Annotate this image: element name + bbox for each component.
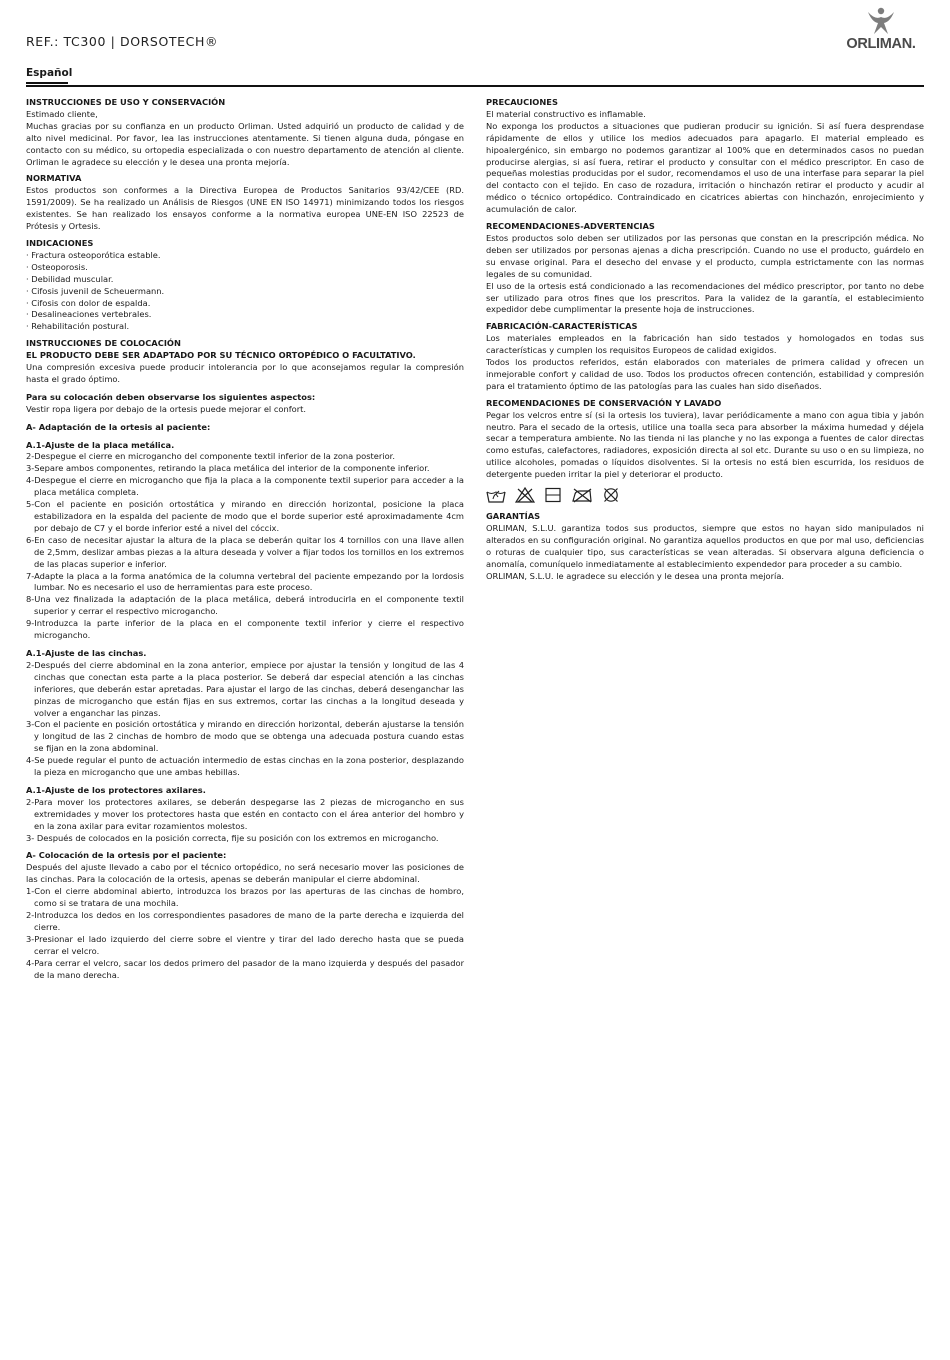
subsection-title-colocacion-paciente: A- Colocación de la ortesis por el paciente: bbox=[26, 850, 227, 861]
step-item: 3-Separe ambos componentes, retirando la placa metálica del interior de la componente inferior. bbox=[26, 463, 430, 474]
section-title-indicaciones: INDICACIONES bbox=[26, 237, 94, 248]
language-underline bbox=[26, 82, 68, 84]
subsection-title-cinchas: A.1-Ajuste de las cinchas. bbox=[26, 647, 147, 658]
step-item: 2-Despegue el cierre en microgancho del componente textil inferior de la zona posterior. bbox=[26, 451, 395, 462]
subsection-title-adaptacion: A- Adaptación de la ortesis al paciente: bbox=[26, 421, 211, 432]
step-item: 8-Una vez finalizada la adaptación de la placa metálica, deberá introducirla en el componente textil superior y cerrar el respectivo microgancho. bbox=[26, 594, 464, 617]
section-title-colocacion: INSTRUCCIONES DE COLOCACIÓN bbox=[26, 338, 181, 349]
section-title-garantias: GARANTÍAS bbox=[486, 511, 541, 522]
indication-item: · Fractura osteoporótica estable. bbox=[26, 249, 161, 260]
orliman-figure-icon bbox=[865, 6, 897, 36]
step-item: 4-Despegue el cierre en microgancho que fija la placa a la componente textil superior para acceder a la placa metálica completa. bbox=[26, 475, 464, 498]
step-item: 1-Con el cierre abdominal abierto, introduzca los brazos por las aperturas de las cinchas de hombro, como si se tratara de una mochila. bbox=[26, 886, 464, 909]
step-item: 2-Después del cierre abdominal en la zona anterior, empiece por ajustar la tensión y longitud de las 4 cinchas que conectan esta parte a la placa posterior. Se deberá dar especial atención a las cinchas inferiores, que deberán estar apretadas. Para ajustar el largo de las cinchas, deberá desenganchar las pinzas de microgancho que están fijas en sus extremos, cortar las cinchas a la longitud deseada y volver a enganchar las pinzas. bbox=[26, 659, 464, 718]
no-bleach-icon bbox=[515, 487, 535, 503]
intro-paragraph: Muchas gracias por su confianza en un producto Orliman. Usted adquirió un producto de calidad y de alto nivel medicinal. Por favor, lea las instrucciones atentamente. Si tienen alguna duda, póngase en contacto con su médico, su ortopedia especializada o con nuestro departamento de atención al cliente. Orliman le agradece su elección y le desea una pronta mejoría. bbox=[26, 120, 464, 167]
subsection-title-placa: A.1-Ajuste de la placa metálica. bbox=[26, 439, 175, 450]
section-title-precauciones: PRECAUCIONES bbox=[486, 97, 558, 107]
garantias-paragraph: ORLIMAN, S.L.U. garantiza todos sus productos, siempre que estos no hayan sido manipulados ni alterados en su configuración original. No garantiza aquellos productos en que por mal uso, deficiencias o roturas de cualquier tipo, sus características se vean alteradas. Si observara alguna deficiencia o anomalía, comuníquelo inmediatamente al establecimiento expendedor para proceder a su cambio. bbox=[486, 523, 924, 569]
no-dry-clean-icon bbox=[602, 487, 620, 503]
orliman-logo bbox=[838, 6, 924, 54]
indication-item: · Osteoporosis. bbox=[26, 261, 88, 272]
logo-wordmark: ORLIMAN. bbox=[846, 36, 916, 52]
step-item: 4-Para cerrar el velcro, sacar los dedos primero del pasador de la mano izquierda y después del pasador de la mano derecha. bbox=[26, 957, 464, 980]
section-title-normativa: NORMATIVA bbox=[26, 173, 82, 184]
precauciones-paragraph: No exponga los productos a situaciones que pudieran producir su ignición. Si así fuera desprendase rápidamente de ellos y utilice los medios adecuados para apagarlo. El material empleado es hipoalergénico, sin embargo no podemos garantizar al 100% que en determinados casos no puedan producirse alergias, si así fuera, retirar el producto y consultar con el médico prescriptor. En caso de pequeñas molestias producidas por el sudor, recomendamos el uso de una interfase para separar la piel del contacto con el tejido. En caso de rozadura, irritación o hinchazón retirar el producto y acudir al médico o técnico ortopédico. Contraindicado en cicatrices abiertas con hinchazón, enrojecimiento y acumulación de calor. bbox=[486, 120, 924, 215]
header-divider bbox=[26, 85, 924, 87]
normativa-paragraph: Estos productos son conformes a la Directiva Europea de Productos Sanitarios 93/42/CEE (RD. 1591/2009). Se ha realizado un Análisis de Riesgos (UNE EN ISO 14971) minimizando todos los riesgos existentes. Se han realizado los ensayos conforme a la normativa europea UNE-EN ISO 22523 de Prótesis y Ortesis. bbox=[26, 185, 464, 232]
step-item: 2-Introduzca los dedos en los correspondientes pasadores de mano de la parte derecha e izquierda del cierre. bbox=[26, 910, 464, 932]
step-item: 3- Después de colocados en la posición correcta, fije su posición con los extremos en microgancho. bbox=[26, 832, 439, 843]
colocacion-warning: EL PRODUCTO DEBE SER ADAPTADO POR SU TÉCNICO ORTOPÉDICO O FACULTATIVO. bbox=[26, 350, 416, 361]
section-title-recomendaciones: RECOMENDACIONES-ADVERTENCIAS bbox=[486, 221, 655, 232]
conservacion-paragraph: Pegar los velcros entre sí (si la ortesis los tuviera), lavar periódicamente a mano con agua tibia y jabón neutro. Para el secado de la ortesis, utilice una toalla seca para absorber la máxima humedad y déjela secar a temperatura ambiente. No las tienda ni las planche y no las exponga a fuentes de calor directas como estufas, calefactores, radiadores, exposición directa al sol etc. Durante su uso o en su limpieza, no utilice alcoholes, pomadas o líquidos disolventes. Si la ortesis no está bien escurrida, los residuos de detergente pueden irritar la piel y deteriorar el producto. bbox=[486, 409, 924, 480]
step-item: 4-Se puede regular el punto de actuación intermedio de estas cinchas en la zona posterior, desplazando la pieza en microgancho que une ambas hebillas. bbox=[26, 755, 464, 778]
no-iron-icon bbox=[571, 487, 593, 503]
step-item: 9-Introduzca la parte inferior de la placa en el componente textil inferior y cierre el respectivo microgancho. bbox=[26, 618, 464, 641]
indication-item: · Cifosis con dolor de espalda. bbox=[26, 297, 151, 308]
subsection-title-protectores: A.1-Ajuste de los protectores axilares. bbox=[26, 784, 206, 795]
right-column bbox=[486, 97, 924, 583]
indication-item: · Debilidad muscular. bbox=[26, 273, 114, 284]
indication-item: · Rehabilitación postural. bbox=[26, 321, 130, 332]
indication-item: · Cifosis juvenil de Scheuermann. bbox=[26, 285, 165, 296]
step-item: 3-Con el paciente en posición ortostática y mirando en dirección horizontal, deberán ajustarse la tensión y longitud de las 2 cinchas de hombro de modo que se obtenga una adecuada postura cuando estas se fijan en la zona abdominal. bbox=[26, 719, 464, 754]
language-label: Español bbox=[26, 67, 73, 79]
section-title-instructions: INSTRUCCIONES DE USO Y CONSERVACIÓN bbox=[26, 97, 226, 107]
section-title-fabricacion: FABRICACIÓN-CARACTERÍSTICAS bbox=[486, 321, 638, 332]
colocacion-paragraph: Una compresión excesiva puede producir intolerancia por lo que aconsejamos regular la compresión hasta el grado óptimo. bbox=[26, 362, 464, 384]
step-item: 2-Para mover los protectores axilares, se deberán despegarse las 2 piezas de microgancho en sus extremidades y mover los protectores hasta que estén en contacto con el área anterior del hombro y en la zona axilar para evitar rozamientos molestos. bbox=[26, 796, 464, 831]
step-item: 7-Adapte la placa a la forma anatómica de la columna vertebral del paciente empezando por la lordosis lumbar. No es necesario el uso de herramientas para este proceso. bbox=[26, 570, 464, 593]
subsection-title-aspectos: Para su colocación deben observarse los siguientes aspectos: bbox=[26, 391, 316, 402]
recomendaciones-paragraph: El uso de la ortesis está condicionado a las recomendaciones del médico prescriptor, por tanto no debe ser utilizado para otros fines que los prescritos. Para la validez de la garantía, el establecimiento expedidor debe cumplimentar la presente hoja de instrucciones. bbox=[486, 280, 924, 315]
step-item: 6-En caso de necesitar ajustar la altura de la placa se deberán quitar los 4 tornillos con una llave allen de 2,5mm, deslizar ambas piezas a la altura deseada y volver a fijar todos los tornillos en los extremos de las placas superior e inferior. bbox=[26, 534, 464, 569]
step-item: 5-Con el paciente en posición ortostática y mirando en dirección horizontal, posicione la placa estabilizadora en la espalda del paciente de modo que el borde superior esté aproximadamente 4cm por debajo de C7 y el borde inferior esté a nivel del cóccix. bbox=[26, 499, 464, 533]
fabricacion-paragraph: Todos los productos referidos, están elaborados con materiales de primera calidad y ofrecen un inmejorable confort y calidad de uso. Todos los productos ofrecen contención, estabilidad y compresión para el tratamiento óptimo de las patologías para las cuales han sido diseñados. bbox=[486, 357, 924, 391]
recomendaciones-paragraph: Estos productos solo deben ser utilizados por las personas que constan en la prescripción médica. No deben ser utilizados por personas ajenas a dicha prescripción. Cuando no use el producto, guárdelo en su envase original. Para el desecho del envase y el producto, cumpla estrictamente con las normas legales de su comunidad. bbox=[486, 232, 924, 279]
aspectos-paragraph: Vestir ropa ligera por debajo de la ortesis puede mejorar el confort. bbox=[26, 403, 307, 414]
step-item: 3-Presionar el lado izquierdo del cierre sobre el vientre y tirar del lado derecho hasta que se pueda cerrar el velcro. bbox=[26, 933, 464, 956]
hand-wash-icon bbox=[486, 487, 506, 503]
section-title-conservacion: RECOMENDACIONES DE CONSERVACIÓN Y LAVADO bbox=[486, 397, 722, 408]
garantias-paragraph: ORLIMAN, S.L.U. le agradece su elección y le desea una pronta mejoría. bbox=[486, 570, 785, 581]
no-tumble-dry-icon bbox=[544, 487, 562, 503]
product-reference: REF.: TC300 | DORSOTECH® bbox=[26, 34, 219, 49]
greeting-text: Estimado cliente, bbox=[26, 108, 98, 119]
care-symbols bbox=[486, 487, 924, 503]
precauciones-line: El material constructivo es inflamable. bbox=[486, 108, 646, 119]
indication-item: · Desalineaciones vertebrales. bbox=[26, 309, 152, 320]
colocacion-paciente-paragraph: Después del ajuste llevado a cabo por el técnico ortopédico, no será necesario mover las posiciones de las cinchas. Para la colocación de la ortesis, apenas se deberán manipular el cierre abdominal. bbox=[26, 862, 464, 885]
fabricacion-paragraph: Los materiales empleados en la fabricación han sido testados y homologados en todas sus características y cumplen los requisitos Europeos de calidad exigidos. bbox=[486, 333, 924, 356]
left-column bbox=[26, 97, 464, 981]
